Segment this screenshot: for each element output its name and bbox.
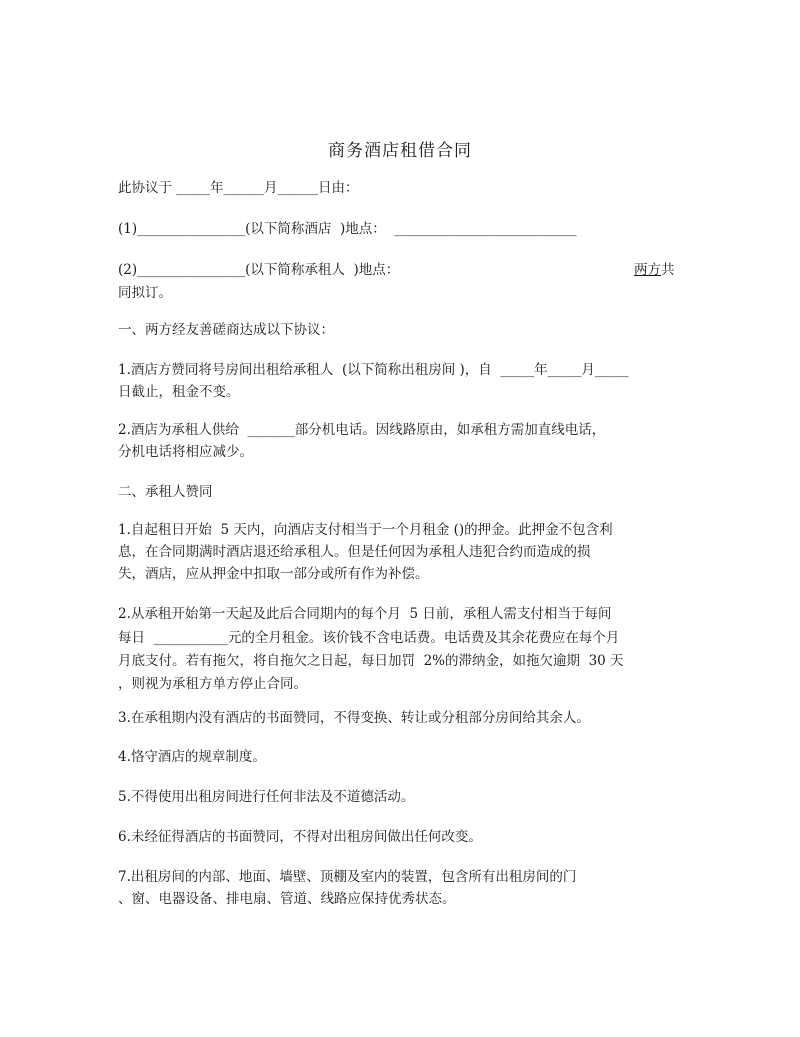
term-2-line-3: 月底支付。若有拖欠，将自拖欠之日起，每日加罚 2%的滞纳金，如拖欠逾期 30 天 <box>118 653 624 669</box>
party2-tail-rest: 共 <box>661 262 675 278</box>
clause-1-line-2: 日截止，租金不变。 <box>118 384 240 400</box>
term-6-line: 6.未经征得酒店的书面赞同，不得对出租房间做出任何改变。 <box>118 829 482 845</box>
term-7-line-1: 7.出租房间的内部、地面、墙壁、顶棚及室内的装置，包含所有出租房间的门 <box>118 869 577 885</box>
party2-tail-underlined: 两方 <box>634 262 661 278</box>
term-4-line: 4.恪守酒店的规章制度。 <box>118 749 266 765</box>
party2-line2: 同拟订。 <box>118 285 172 301</box>
section-1-heading: 一、两方经友善磋商达成以下协议： <box>118 322 334 338</box>
intro-line: 此协议于 _____年______月______日由： <box>118 180 359 196</box>
clause-2-line-2: 分机电话将相应减少。 <box>118 444 253 460</box>
party2-tail <box>634 262 675 278</box>
party1-line: (1)________________(以下简称酒店 )地点： ___________________________ <box>118 221 577 237</box>
clause-2-line-1: 2.酒店为承租人供给 _______部分机电话。因线路原由，如承租方需加直线电话， <box>118 422 606 438</box>
document-title: 商务酒店租借合同 <box>328 141 472 161</box>
term-2-line-4: ，则视为承租方单方停止合同。 <box>118 676 307 692</box>
section-2-heading: 二、承租人赞同 <box>118 484 213 500</box>
term-2-line-1: 2.从承租开始第一天起及此后合同期内的每个月 5 日前，承租人需支付相当于每间 <box>118 606 612 622</box>
party2-line: (2)________________(以下简称承租人 )地点： <box>118 262 400 278</box>
term-7-line-2: 、窗、电器设备、排电扇、管道、线路应保持优秀状态。 <box>118 891 456 907</box>
term-1-line-3: 失，酒店，应从押金中扣取一部分或所有作为补偿。 <box>118 566 429 582</box>
term-3-line: 3.在承租期内没有酒店的书面赞同，不得变换、转让或分租部分房间给其余人。 <box>118 710 590 726</box>
term-5-line: 5.不得使用出租房间进行任何非法及不道德活动。 <box>118 789 415 805</box>
term-2-line-2: 每日 ___________元的全月租金。该价钱不含电话费。电话费及其余花费应在每个月 <box>118 630 620 646</box>
term-1-line-1: 1.自起租日开始 5 天内，向酒店支付相当于一个月租金 ()的押金。此押金不包含利 <box>118 522 613 538</box>
clause-1-line-1: 1.酒店方赞同将号房间出租给承租人 (以下简称出租房间 )，自 _____年_____月_____ <box>118 362 629 378</box>
term-1-line-2: 息，在合同期满时酒店退还给承租人。但是任何因为承租人违犯合约而造成的损 <box>118 544 591 560</box>
